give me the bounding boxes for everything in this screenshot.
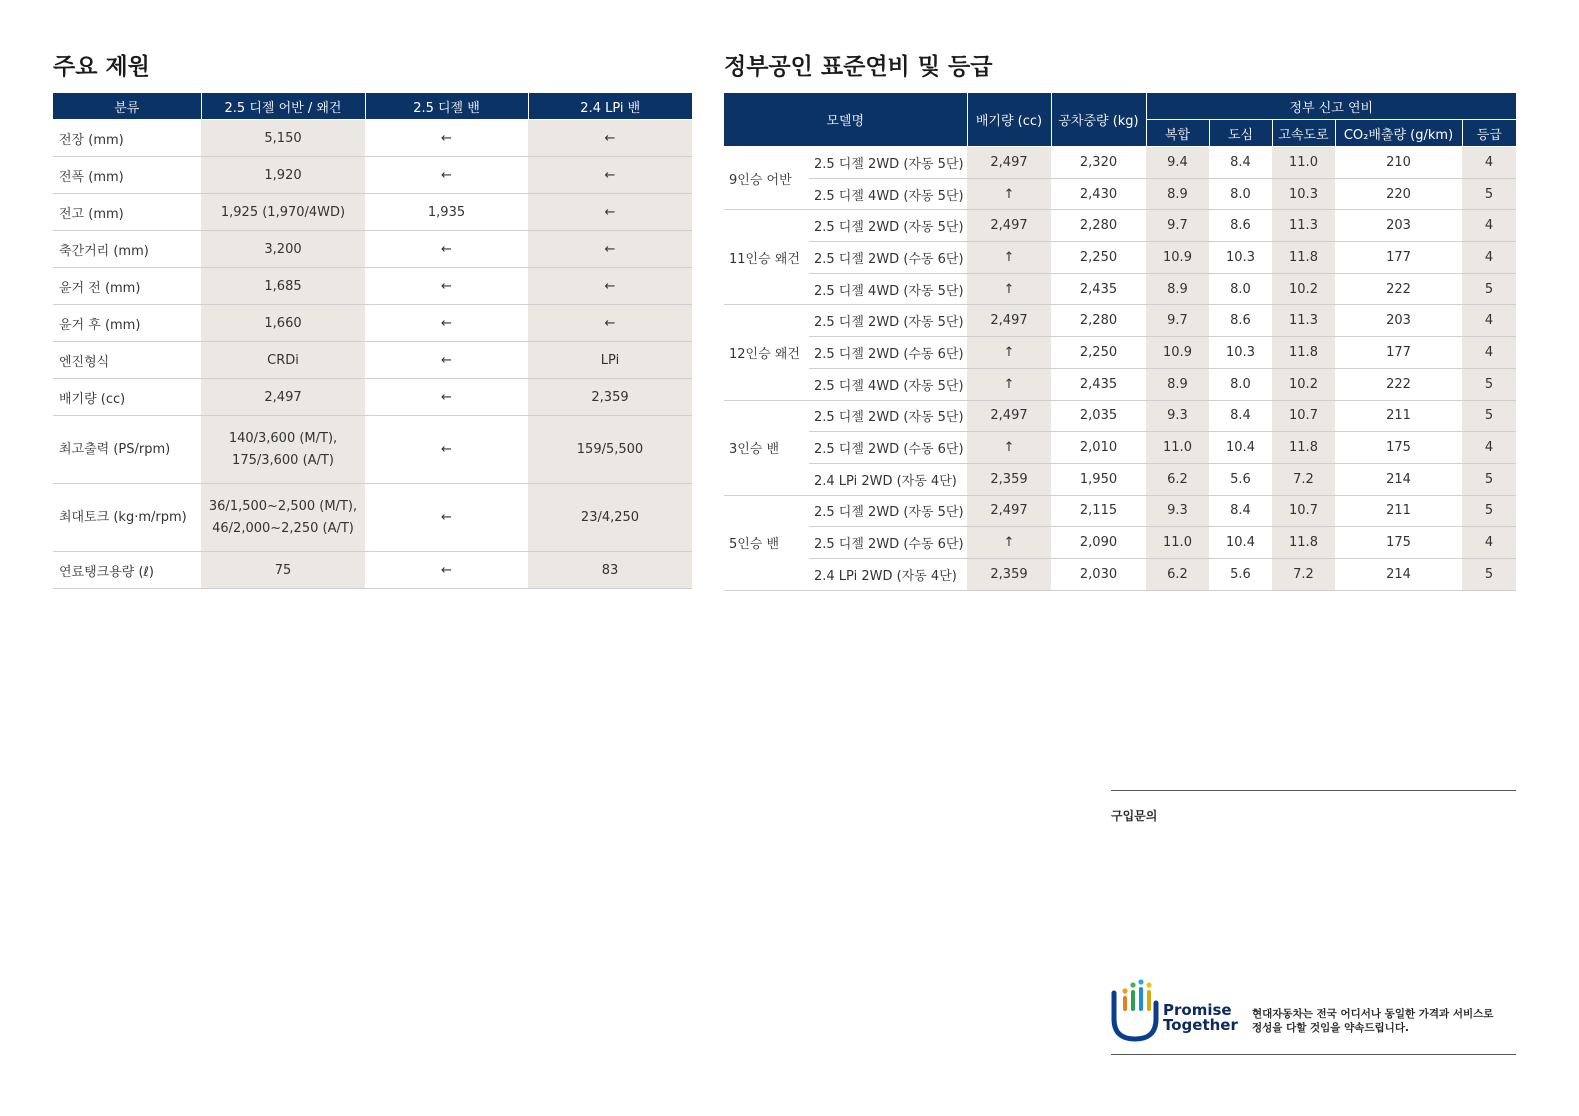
- fuel-highway: 10.7: [1272, 400, 1335, 432]
- fuel-highway: 10.2: [1272, 273, 1335, 305]
- fuel-displacement: ↑: [967, 273, 1051, 305]
- spec-value: 1,935: [365, 194, 528, 231]
- spec-value: 2,359: [528, 379, 692, 416]
- fuel-displacement: 2,497: [967, 305, 1051, 337]
- spec-value: ←: [528, 120, 692, 157]
- table-row: [724, 242, 1516, 274]
- fuel-highway: 11.3: [1272, 210, 1335, 242]
- specs-header-category: 분류: [53, 93, 201, 120]
- spec-value-line: 140/3,600 (M/T),: [228, 430, 338, 446]
- fuel-displacement: ↑: [967, 337, 1051, 369]
- fuel-co2: 177: [1335, 337, 1462, 369]
- table-row: [724, 527, 1516, 559]
- table-row: [53, 120, 692, 157]
- promise-together-logo-icon: [1111, 977, 1159, 1043]
- fuel-displacement: 2,497: [967, 495, 1051, 527]
- fuel-co2: 203: [1335, 305, 1462, 337]
- spec-value: ←: [365, 231, 528, 268]
- fuel-header-group: 정부 신고 연비: [1146, 93, 1516, 120]
- fuel-weight: 2,430: [1051, 178, 1146, 210]
- spec-value: ←: [365, 552, 528, 589]
- table-row: [724, 305, 1516, 337]
- fuel-co2: 220: [1335, 178, 1462, 210]
- spec-label: 전폭 (mm): [53, 157, 201, 194]
- fuel-city: 5.6: [1209, 558, 1272, 590]
- table-row: [724, 558, 1516, 590]
- spec-label: 엔진형식: [53, 342, 201, 379]
- fuel-co2: 222: [1335, 368, 1462, 400]
- table-row: [724, 400, 1516, 432]
- fuel-co2: 175: [1335, 432, 1462, 464]
- spec-value: ←: [528, 268, 692, 305]
- fuel-weight: 2,280: [1051, 305, 1146, 337]
- fuel-model: 2.5 디젤 4WD (자동 5단): [809, 273, 967, 305]
- fuel-co2: 210: [1335, 147, 1462, 179]
- fuel-co2: 214: [1335, 558, 1462, 590]
- brand-line: Together: [1163, 1016, 1238, 1034]
- fuel-weight: 2,115: [1051, 495, 1146, 527]
- table-row: [724, 432, 1516, 464]
- fuel-displacement: ↑: [967, 432, 1051, 464]
- fuel-weight: 2,250: [1051, 337, 1146, 369]
- fuel-highway: 11.0: [1272, 147, 1335, 179]
- table-row: [53, 552, 692, 589]
- spec-value: 1,685: [201, 268, 365, 305]
- specs-header-diesel-van: 2.5 디젤 밴: [365, 93, 528, 120]
- fuel-displacement: ↑: [967, 368, 1051, 400]
- contact-top-divider: [1111, 790, 1516, 791]
- fuel-model: 2.5 디젤 2WD (자동 5단): [809, 147, 967, 179]
- fuel-grade: 4: [1462, 305, 1516, 337]
- fuel-combined: 11.0: [1146, 527, 1209, 559]
- spec-value: 1,925 (1,970/4WD): [201, 194, 365, 231]
- spec-value: ←: [365, 484, 528, 552]
- spec-label: 최고출력 (PS/rpm): [53, 416, 201, 484]
- spec-value: 3,200: [201, 231, 365, 268]
- fuel-city: 8.6: [1209, 210, 1272, 242]
- fuel-title: 정부공인 표준연비 및 등급: [724, 54, 993, 80]
- fuel-group-label: 12인승 왜건: [724, 305, 809, 400]
- fuel-weight: 2,435: [1051, 368, 1146, 400]
- table-row: [724, 147, 1516, 179]
- fuel-city: 8.4: [1209, 495, 1272, 527]
- fuel-co2: 203: [1335, 210, 1462, 242]
- fuel-displacement: ↑: [967, 178, 1051, 210]
- table-row: [724, 337, 1516, 369]
- fuel-grade: 4: [1462, 432, 1516, 464]
- fuel-co2: 222: [1335, 273, 1462, 305]
- fuel-economy-table: [724, 93, 1516, 591]
- fuel-highway: 10.2: [1272, 368, 1335, 400]
- fuel-group-label: 3인승 밴: [724, 400, 809, 495]
- fuel-model: 2.5 디젤 2WD (수동 6단): [809, 337, 967, 369]
- spec-label: 연료탱크용량 (ℓ): [53, 552, 201, 589]
- table-row: [53, 268, 692, 305]
- fuel-header-weight: 공차중량 (kg): [1051, 93, 1146, 147]
- fuel-co2: 214: [1335, 463, 1462, 495]
- fuel-group-label: 5인승 밴: [724, 495, 809, 590]
- table-row: [724, 495, 1516, 527]
- fuel-grade: 4: [1462, 210, 1516, 242]
- fuel-model: 2.5 디젤 4WD (자동 5단): [809, 178, 967, 210]
- fuel-displacement: 2,497: [967, 400, 1051, 432]
- fuel-highway: 11.8: [1272, 527, 1335, 559]
- specs-header-lpi-van: 2.4 LPi 밴: [528, 93, 692, 120]
- spec-value: CRDi: [201, 342, 365, 379]
- fuel-combined: 9.7: [1146, 305, 1209, 337]
- fuel-highway: 7.2: [1272, 558, 1335, 590]
- table-row: [53, 157, 692, 194]
- fuel-model: 2.5 디젤 2WD (수동 6단): [809, 432, 967, 464]
- fuel-header-grade: 등급: [1462, 120, 1516, 147]
- table-row: [724, 368, 1516, 400]
- specs-title: 주요 제원: [53, 54, 150, 80]
- fuel-city: 8.6: [1209, 305, 1272, 337]
- fuel-model: 2.5 디젤 2WD (자동 5단): [809, 400, 967, 432]
- fuel-displacement: 2,359: [967, 558, 1051, 590]
- fuel-city: 10.4: [1209, 527, 1272, 559]
- promise-together-block: [1111, 977, 1516, 1043]
- specs-header-row: [53, 93, 692, 120]
- fuel-model: 2.5 디젤 2WD (자동 5단): [809, 495, 967, 527]
- fuel-highway: 11.8: [1272, 432, 1335, 464]
- spec-value: LPi: [528, 342, 692, 379]
- brand-line: Promise: [1163, 1001, 1232, 1019]
- fuel-displacement: 2,497: [967, 147, 1051, 179]
- spec-value: ←: [365, 305, 528, 342]
- slogan-line: 현대자동차는 전국 어디서나 동일한 가격과 서비스로: [1252, 1008, 1494, 1020]
- fuel-weight: 2,435: [1051, 273, 1146, 305]
- fuel-displacement: ↑: [967, 527, 1051, 559]
- spec-value: 2,497: [201, 379, 365, 416]
- fuel-model: 2.5 디젤 2WD (수동 6단): [809, 242, 967, 274]
- fuel-combined: 8.9: [1146, 368, 1209, 400]
- fuel-weight: 2,320: [1051, 147, 1146, 179]
- fuel-weight: 2,035: [1051, 400, 1146, 432]
- fuel-header-combined: 복합: [1146, 120, 1209, 147]
- fuel-co2: 175: [1335, 527, 1462, 559]
- fuel-city: 10.4: [1209, 432, 1272, 464]
- fuel-co2: 211: [1335, 495, 1462, 527]
- fuel-combined: 9.4: [1146, 147, 1209, 179]
- fuel-displacement: 2,359: [967, 463, 1051, 495]
- fuel-weight: 1,950: [1051, 463, 1146, 495]
- spec-value: ←: [528, 194, 692, 231]
- table-row: [53, 416, 692, 484]
- spec-value: ←: [365, 120, 528, 157]
- table-row: [724, 210, 1516, 242]
- contact-label: 구입문의: [1111, 809, 1158, 823]
- spec-label: 축간거리 (mm): [53, 231, 201, 268]
- spec-value: 1,660: [201, 305, 365, 342]
- fuel-highway: 7.2: [1272, 463, 1335, 495]
- fuel-model: 2.5 디젤 4WD (자동 5단): [809, 368, 967, 400]
- fuel-combined: 8.9: [1146, 273, 1209, 305]
- fuel-combined: 9.3: [1146, 400, 1209, 432]
- spec-value: ←: [528, 305, 692, 342]
- fuel-grade: 5: [1462, 273, 1516, 305]
- table-row: [53, 342, 692, 379]
- fuel-combined: 11.0: [1146, 432, 1209, 464]
- fuel-header-co2: CO₂배출량 (g/km): [1335, 120, 1462, 147]
- fuel-header-displacement: 배기량 (cc): [967, 93, 1051, 147]
- fuel-model: 2.5 디젤 2WD (자동 5단): [809, 210, 967, 242]
- fuel-group-label: 9인승 어반: [724, 147, 809, 210]
- spec-value: 5,150: [201, 120, 365, 157]
- fuel-highway: 10.7: [1272, 495, 1335, 527]
- fuel-grade: 5: [1462, 495, 1516, 527]
- spec-label: 윤거 후 (mm): [53, 305, 201, 342]
- spec-value-line: 36/1,500~2,500 (M/T),: [208, 498, 358, 514]
- table-row: [53, 379, 692, 416]
- contact-bottom-divider: [1111, 1054, 1516, 1055]
- fuel-weight: 2,280: [1051, 210, 1146, 242]
- fuel-highway: 10.3: [1272, 178, 1335, 210]
- fuel-grade: 5: [1462, 558, 1516, 590]
- fuel-weight: 2,010: [1051, 432, 1146, 464]
- fuel-weight: 2,090: [1051, 527, 1146, 559]
- spec-value: [201, 416, 365, 484]
- spec-value: ←: [365, 416, 528, 484]
- fuel-city: 8.4: [1209, 400, 1272, 432]
- fuel-header-city: 도심: [1209, 120, 1272, 147]
- fuel-city: 8.4: [1209, 147, 1272, 179]
- spec-value: 159/5,500: [528, 416, 692, 484]
- fuel-grade: 4: [1462, 147, 1516, 179]
- spec-label: 전장 (mm): [53, 120, 201, 157]
- spec-label: 윤거 전 (mm): [53, 268, 201, 305]
- fuel-weight: 2,030: [1051, 558, 1146, 590]
- fuel-grade: 5: [1462, 368, 1516, 400]
- fuel-combined: 6.2: [1146, 558, 1209, 590]
- fuel-city: 10.3: [1209, 337, 1272, 369]
- fuel-table-body: [724, 147, 1516, 591]
- fuel-combined: 8.9: [1146, 178, 1209, 210]
- promise-together-wordmark: [1163, 1003, 1238, 1033]
- table-row: [53, 305, 692, 342]
- fuel-city: 8.0: [1209, 178, 1272, 210]
- fuel-header-highway: 고속도로: [1272, 120, 1335, 147]
- table-row: [724, 463, 1516, 495]
- spec-value-line: 175/3,600 (A/T): [232, 452, 334, 468]
- fuel-combined: 10.9: [1146, 242, 1209, 274]
- fuel-model: 2.4 LPi 2WD (자동 4단): [809, 463, 967, 495]
- fuel-highway: 11.8: [1272, 337, 1335, 369]
- fuel-grade: 4: [1462, 337, 1516, 369]
- spec-value: ←: [365, 157, 528, 194]
- fuel-highway: 11.3: [1272, 305, 1335, 337]
- fuel-combined: 9.7: [1146, 210, 1209, 242]
- spec-value: ←: [528, 231, 692, 268]
- spec-value: 1,920: [201, 157, 365, 194]
- spec-value: 23/4,250: [528, 484, 692, 552]
- fuel-model: 2.5 디젤 2WD (자동 5단): [809, 305, 967, 337]
- fuel-grade: 5: [1462, 400, 1516, 432]
- table-row: [724, 178, 1516, 210]
- fuel-grade: 4: [1462, 242, 1516, 274]
- table-row: [53, 194, 692, 231]
- promise-slogan: [1252, 1007, 1493, 1035]
- spec-value: ←: [528, 157, 692, 194]
- spec-label: 최대토크 (kg·m/rpm): [53, 484, 201, 552]
- spec-value: ←: [365, 379, 528, 416]
- fuel-weight: 2,250: [1051, 242, 1146, 274]
- specs-table: [53, 93, 692, 589]
- table-row: [53, 231, 692, 268]
- fuel-header-model: 모델명: [724, 93, 967, 147]
- fuel-highway: 11.8: [1272, 242, 1335, 274]
- fuel-city: 8.0: [1209, 368, 1272, 400]
- table-row: [53, 484, 692, 552]
- fuel-grade: 5: [1462, 178, 1516, 210]
- fuel-co2: 177: [1335, 242, 1462, 274]
- fuel-model: 2.5 디젤 2WD (수동 6단): [809, 527, 967, 559]
- table-row: [724, 273, 1516, 305]
- spec-value: 75: [201, 552, 365, 589]
- spec-value: ←: [365, 268, 528, 305]
- slogan-line: 정성을 다할 것임을 약속드립니다.: [1252, 1022, 1409, 1034]
- fuel-displacement: ↑: [967, 242, 1051, 274]
- fuel-city: 10.3: [1209, 242, 1272, 274]
- fuel-model: 2.4 LPi 2WD (자동 4단): [809, 558, 967, 590]
- fuel-city: 8.0: [1209, 273, 1272, 305]
- spec-value-line: 46/2,000~2,250 (A/T): [212, 520, 354, 536]
- fuel-header-row: [724, 93, 1516, 120]
- fuel-group-label: 11인승 왜건: [724, 210, 809, 305]
- fuel-combined: 10.9: [1146, 337, 1209, 369]
- specs-header-urban-wagon: 2.5 디젤 어반 / 왜건: [201, 93, 365, 120]
- fuel-combined: 9.3: [1146, 495, 1209, 527]
- fuel-grade: 5: [1462, 463, 1516, 495]
- fuel-co2: 211: [1335, 400, 1462, 432]
- spec-label: 전고 (mm): [53, 194, 201, 231]
- spec-value: [201, 484, 365, 552]
- fuel-city: 5.6: [1209, 463, 1272, 495]
- spec-value: ←: [365, 342, 528, 379]
- fuel-displacement: 2,497: [967, 210, 1051, 242]
- fuel-combined: 6.2: [1146, 463, 1209, 495]
- spec-value: 83: [528, 552, 692, 589]
- fuel-grade: 4: [1462, 527, 1516, 559]
- spec-label: 배기량 (cc): [53, 379, 201, 416]
